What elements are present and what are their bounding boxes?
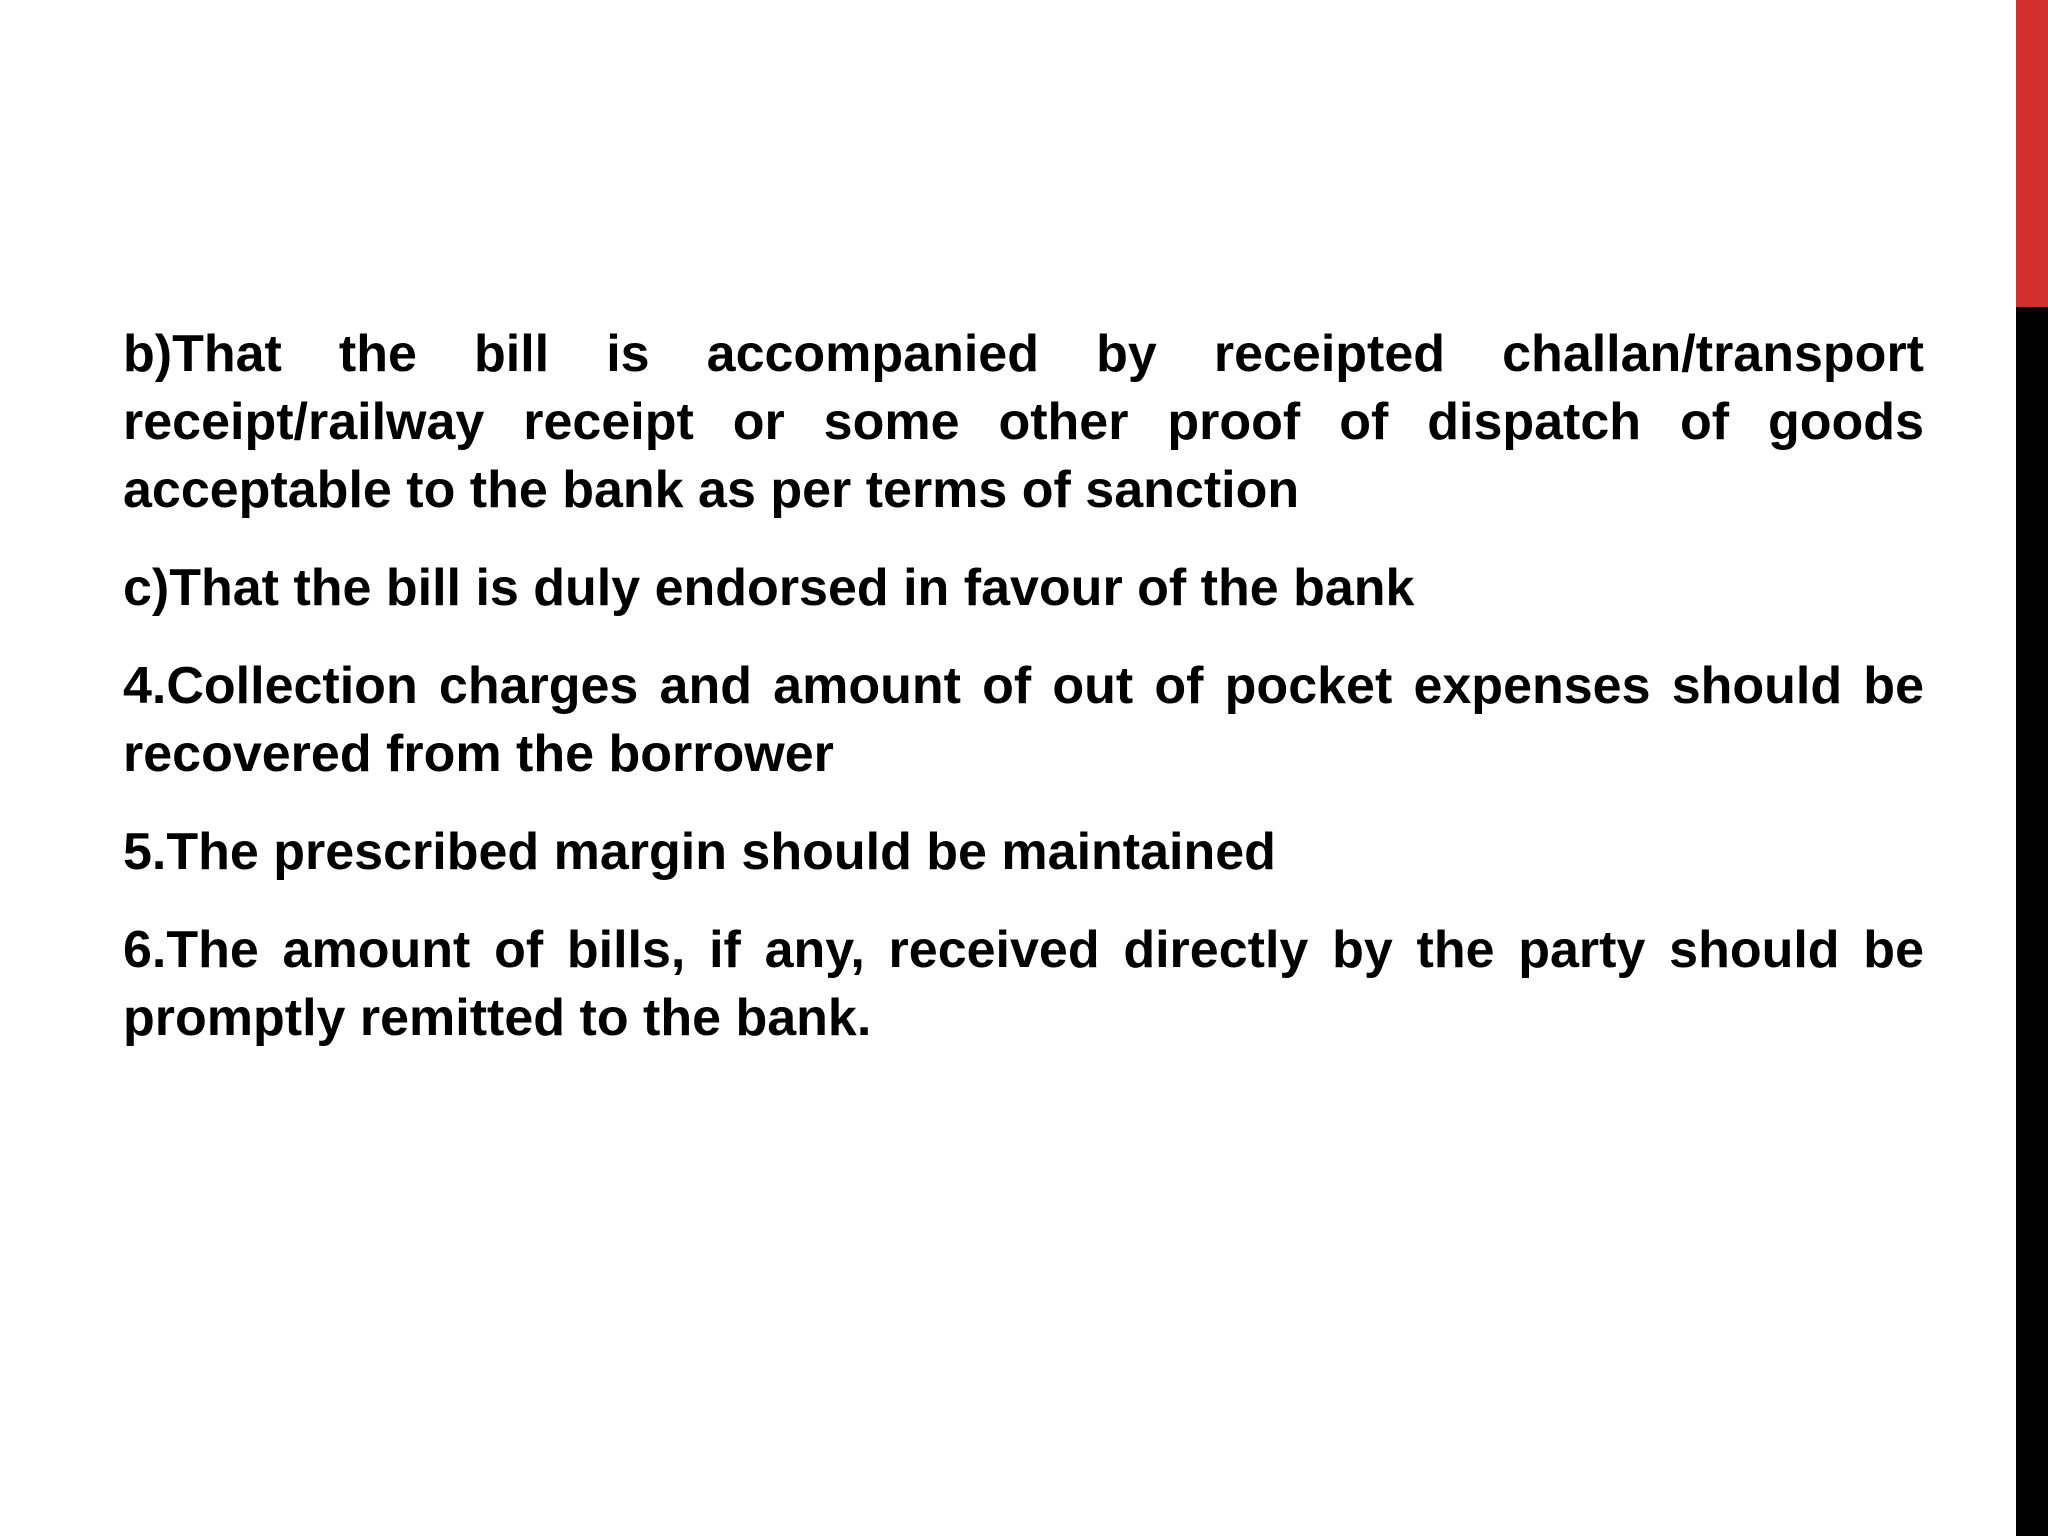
accent-side-bar	[2016, 0, 2048, 1536]
paragraph-b: b)That the bill is accompanied by receipted challan/transport receipt/railway receipt or some other proof of dispatch of goods acceptable to the bank as per terms of sanction	[123, 325, 1924, 519]
paragraph-6: 6.The amount of bills, if any, received directly by the party should be promptly remitted to the bank.	[123, 921, 1924, 1047]
paragraph-c: c)That the bill is duly endorsed in favour of the bank	[123, 559, 1415, 617]
paragraph-5: 5.The prescribed margin should be maintained	[123, 823, 1276, 881]
accent-bar-black	[2016, 307, 2048, 1536]
accent-bar-red	[2016, 0, 2048, 307]
paragraph-4: 4.Collection charges and amount of out of pocket expenses should be recovered from the borrower	[123, 657, 1924, 783]
slide-body	[123, 320, 1924, 1082]
